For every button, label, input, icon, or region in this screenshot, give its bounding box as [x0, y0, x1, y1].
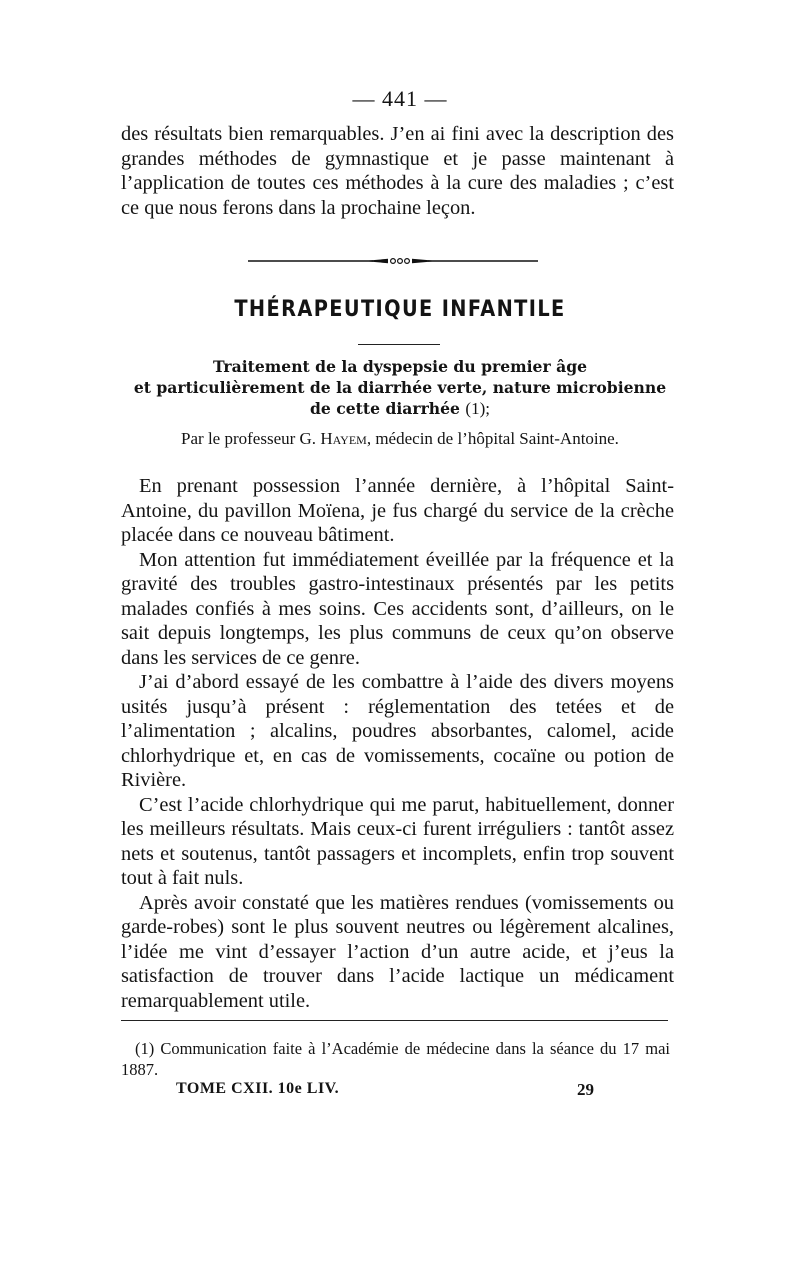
- body-paragraph: J’ai d’abord essayé de les combattre à l’aide des divers moyens usités jusqu’à présent : réglementation des tetées et de l’alimentation ; alcalins, poudres absorbantes, calomel, acide chlorhydrique et, en cas de vomissements, cocaïne ou potion de Rivière.: [121, 671, 674, 791]
- subtitle-text: de cette diarrhée: [310, 399, 460, 418]
- intro-paragraph: des résultats bien remarquables. J’en ai fini avec la description des grandes méthodes de gymnastique et je passe maintenant à l’application de toutes ces méthodes à la cure des maladies ; c’est ce que nous ferons dans la prochaine leçon.: [121, 123, 674, 219]
- footnote-reference: (1);: [465, 399, 490, 418]
- author-prefix: Par le professeur G.: [181, 429, 317, 448]
- footnote-divider: [121, 1020, 668, 1021]
- body-paragraph: Mon attention fut immédiatement éveillée par la fréquence et la gravité des troubles gastro-intestinaux présentés par les petits malades confiés à mes soins. Ces accidents sont, d’ailleurs, on le sait depuis longtemps, les plus communs de ceux qu’on observe dans les services de ce genre.: [121, 548, 674, 669]
- page-number: — 441 —: [352, 86, 448, 111]
- body-paragraph: C’est l’acide chlorhydrique qui me parut, habituellement, donner les meilleurs résultats. Mais ceux-ci furent irréguliers : tantôt assez nets et soutenus, tantôt passagers et incomplets, enfin trop souvent tout à fait nuls.: [121, 793, 674, 889]
- author-line: [0, 429, 800, 449]
- title-underline: [358, 344, 440, 345]
- article-subtitle: [0, 356, 800, 419]
- ornament-divider: [248, 258, 538, 261]
- body-paragraph: Après avoir constaté que les matières rendues (vomissements ou garde-robes) sont le plus souvent neutres ou légèrement alcalines, l’idée me vint d’essayer l’action d’un autre acide, et j’eus la satisfaction de trouver dans l’acide lactique un médicament remarquablement utile.: [121, 891, 674, 1012]
- section-title: THÉRAPEUTIQUE INFANTILE: [234, 296, 566, 322]
- author-name: Hayem: [320, 429, 367, 448]
- sheet-number: 29: [577, 1080, 594, 1099]
- author-suffix: , médecin de l’hôpital Saint-Antoine.: [366, 429, 619, 448]
- subtitle-line: [0, 398, 800, 419]
- article-body: [121, 474, 674, 1013]
- body-paragraph: En prenant possession l’année dernière, à l’hôpital Saint-Antoine, du pavillon Moïena, je fus chargé du service de la crèche placée dans ce nouveau bâtiment.: [121, 475, 674, 546]
- subtitle-line: Traitement de la dyspepsie du premier âge: [212, 357, 588, 376]
- printer-signature: TOME CXII. 10e LIV.: [176, 1080, 340, 1097]
- footnote: (1) Communication faite à l’Académie de médecine dans la séance du 17 mai 1887.: [121, 1039, 670, 1079]
- subtitle-line: et particulièrement de la diarrhée verte, nature microbienne: [133, 378, 667, 397]
